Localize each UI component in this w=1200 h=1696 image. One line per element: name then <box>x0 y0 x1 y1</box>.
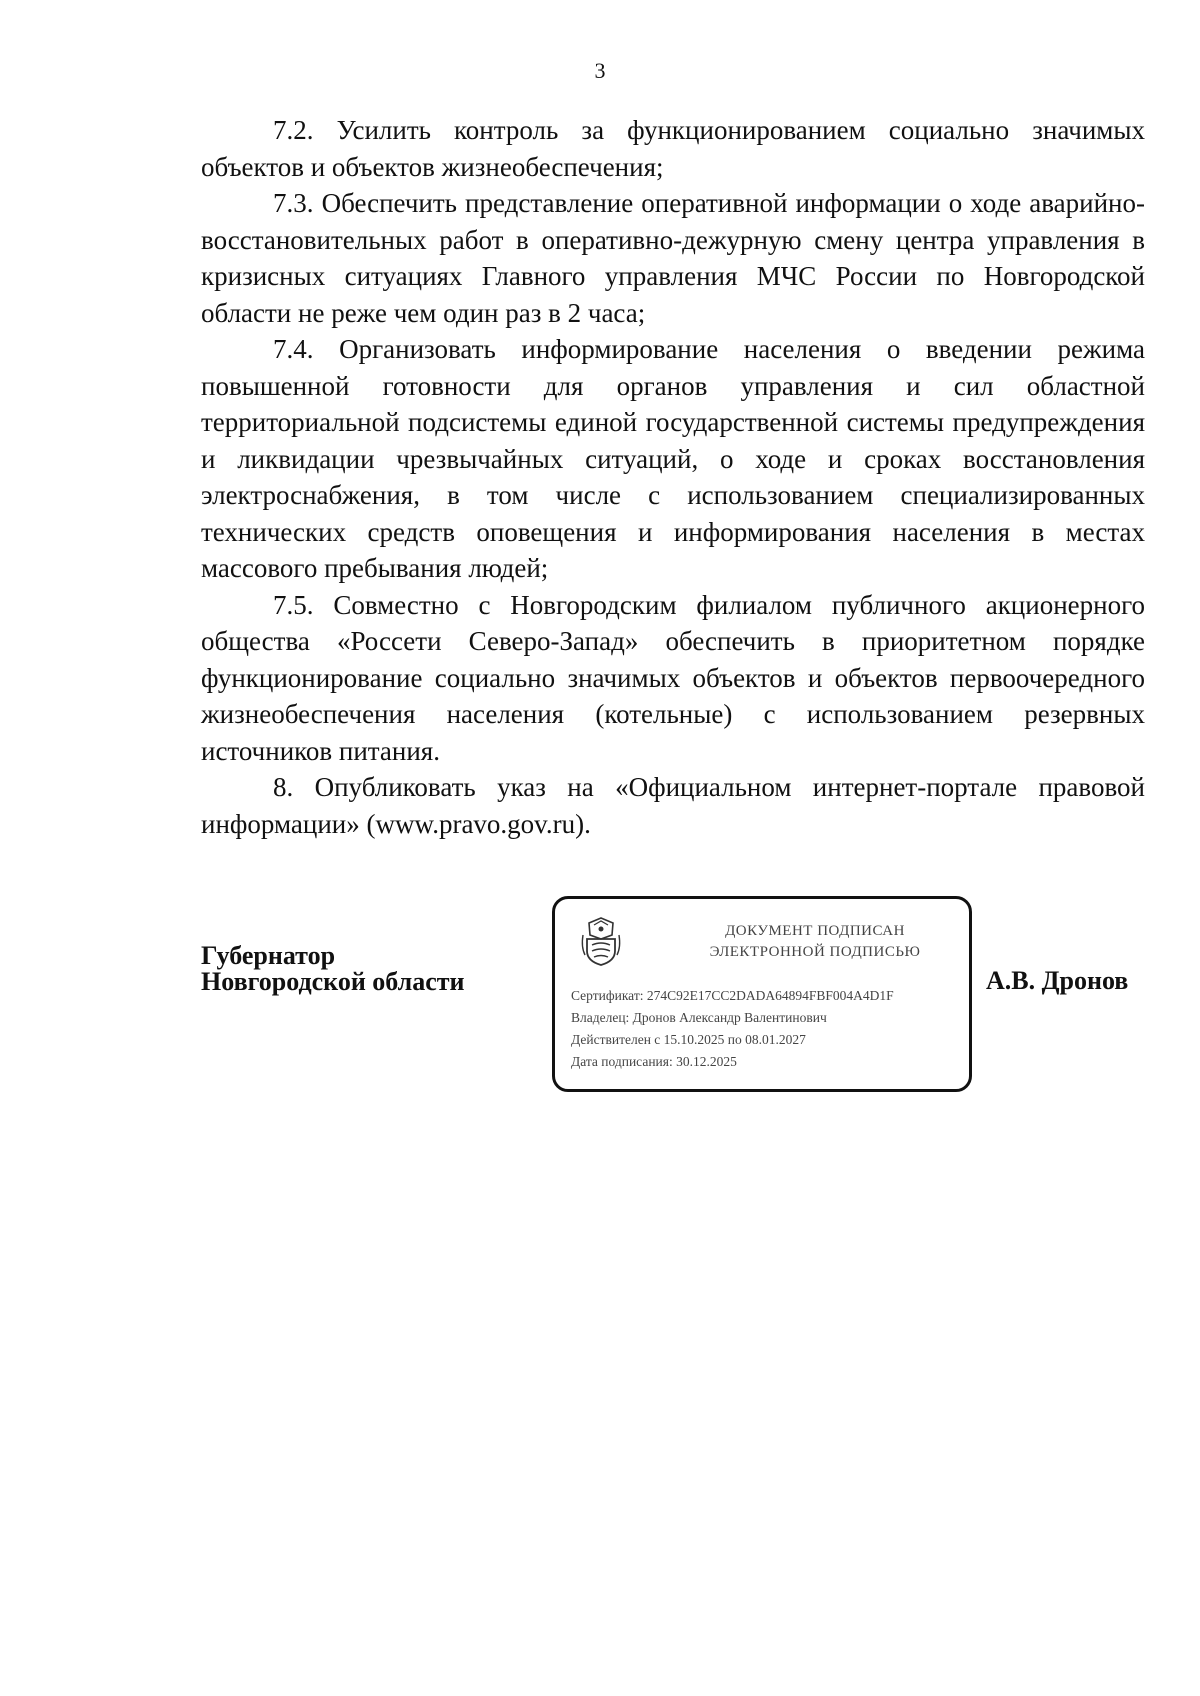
stamp-heading-line2: ЭЛЕКТРОННОЙ ПОДПИСЬЮ <box>709 944 921 960</box>
electronic-signature-stamp <box>552 896 972 1092</box>
paragraph-7-5: 7.5. Совместно с Новгородским филиалом публичного акционерного общества «Россети Северо-Запад» обеспечить в приоритетном порядке функционирование социально значимых объектов и объектов первоочередного жизнеобеспечения населения (котельные) с использованием резервных источников питания. <box>201 589 1145 766</box>
paragraph-7-4: 7.4. Организовать информирование населения о введении режима повышенной готовности для органов управления и сил областной территориальной подсистемы единой государственной системы предупреждения и ликвидации чрезвычайных ситуаций, о ходе и сроках восстановления электроснабжения, в том числе с использованием специализированных технических средств оповещения и информирования населения в местах массового пребывания людей; <box>201 334 1145 583</box>
paragraph-8: 8. Опубликовать указ на «Официальном интернет-портале правовой информации» (www.pravo.gov.ru). <box>201 772 1145 839</box>
document-body <box>201 112 1145 842</box>
stamp-validity: Действителен с 15.10.2025 по 08.01.2027 <box>571 1032 806 1047</box>
stamp-certificate: Сертификат: 274C92E17CC2DADA64894FBF004A4D1F <box>571 988 894 1003</box>
page-number: 3 <box>594 58 606 83</box>
coat-of-arms-icon <box>579 915 623 967</box>
stamp-signed-date: Дата подписания: 30.12.2025 <box>571 1054 737 1069</box>
signatory-title-line2: Новгородской области <box>201 967 465 996</box>
stamp-owner: Владелец: Дронов Александр Валентинович <box>571 1010 827 1025</box>
signatory-title-line1: Губернатор <box>201 941 336 970</box>
signatory-title <box>201 943 465 995</box>
paragraph-7-3: 7.3. Обеспечить представление оперативной информации о ходе аварийно-восстановительных работ в оперативно-дежурную смену центра управления в кризисных ситуациях Главного управления МЧС России по Новгородской области не реже чем один раз в 2 часа; <box>201 188 1145 328</box>
stamp-details <box>571 985 967 1073</box>
stamp-heading <box>675 921 955 963</box>
paragraph-7-2: 7.2. Усилить контроль за функционированием социально значимых объектов и объектов жизнеобеспечения; <box>201 115 1145 182</box>
stamp-heading-line1: ДОКУМЕНТ ПОДПИСАН <box>725 923 905 939</box>
signatory-name: А.В. Дронов <box>986 966 1129 995</box>
